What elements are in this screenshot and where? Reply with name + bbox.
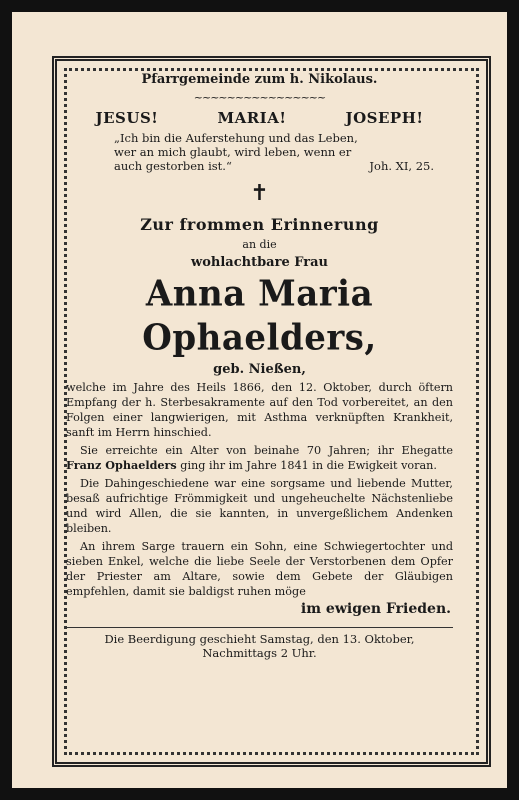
holy-names xyxy=(66,109,453,127)
bible-verse xyxy=(114,131,434,173)
spouse-name: Franz Ophaelders xyxy=(66,458,177,472)
deceased-name: Anna Maria Ophaelders, xyxy=(142,272,377,360)
burial-line-2: Nachmittags 2 Uhr. xyxy=(202,646,317,660)
cross-icon: ✝ xyxy=(250,181,269,206)
verse-line-2: wer an mich glaubt, wird leben, wenn er xyxy=(114,145,352,159)
maiden-name: geb. Nießen, xyxy=(213,362,306,377)
mourners-paragraph: An ihrem Sarge trauern ein Sohn, eine Schwiegertochter und sieben Enkel, welche die liebe Seele der Verstorbenen dem Opfer der Priester am Altare, sowie dem Gebete der Gläubigen empfehlen, damit sie baldigst ruhen möge xyxy=(66,540,453,598)
divider-rule xyxy=(66,627,453,628)
an-die-text: an die xyxy=(242,238,277,251)
card-content xyxy=(66,72,453,660)
name-jesus: JESUS! xyxy=(95,109,159,127)
character-paragraph: Die Dahingeschiedene war eine sorgsame und liebende Mutter, besaß aufrichtige Frömmigkeit und ungeheuchelte Nächstenliebe und wird Allen, die sie kannten, in unvergeßlichem Andenken bleiben. xyxy=(66,477,453,535)
burial-notice xyxy=(66,632,453,660)
verse-line-3 xyxy=(114,159,434,173)
peace-line: im ewigen Frieden. xyxy=(300,601,451,617)
honorific: wohlachtbare Frau xyxy=(191,255,328,270)
verse-reference: Joh. XI, 25. xyxy=(369,159,434,173)
death-paragraph: welche im Jahre des Heils 1866, den 12. Oktober, durch öftern Empfang der h. Sterbesakramente auf den Tod vorbereitet, an den Folgen einer langwierigen, mit Asthma verknüpften Krankheit, sanft im Herrn hinschied. xyxy=(66,381,453,439)
burial-line-1: Die Beerdigung geschieht Samstag, den 13. Oktober, xyxy=(104,632,415,646)
name-maria: MARIA! xyxy=(217,109,287,127)
verse-line-3-text: auch gestorben ist.“ xyxy=(114,159,232,173)
name-joseph: JOSEPH! xyxy=(345,109,424,127)
parish-heading: Pfarrgemeinde zum h. Nikolaus. xyxy=(141,72,378,87)
age-paragraph xyxy=(66,443,453,473)
age-text-c: ging ihr im Jahre 1841 in die Ewigkeit voran. xyxy=(176,459,437,472)
memory-heading: Zur frommen Erinnerung xyxy=(140,215,379,234)
wavy-divider: ~~~~~~~~~~~~~~~~ xyxy=(193,91,326,104)
age-text-a: Sie erreichte ein Alter von beinahe 70 Jahren; ihr Ehegatte xyxy=(80,444,453,457)
verse-line-1: „Ich bin die Auferstehung und das Leben, xyxy=(114,131,358,145)
